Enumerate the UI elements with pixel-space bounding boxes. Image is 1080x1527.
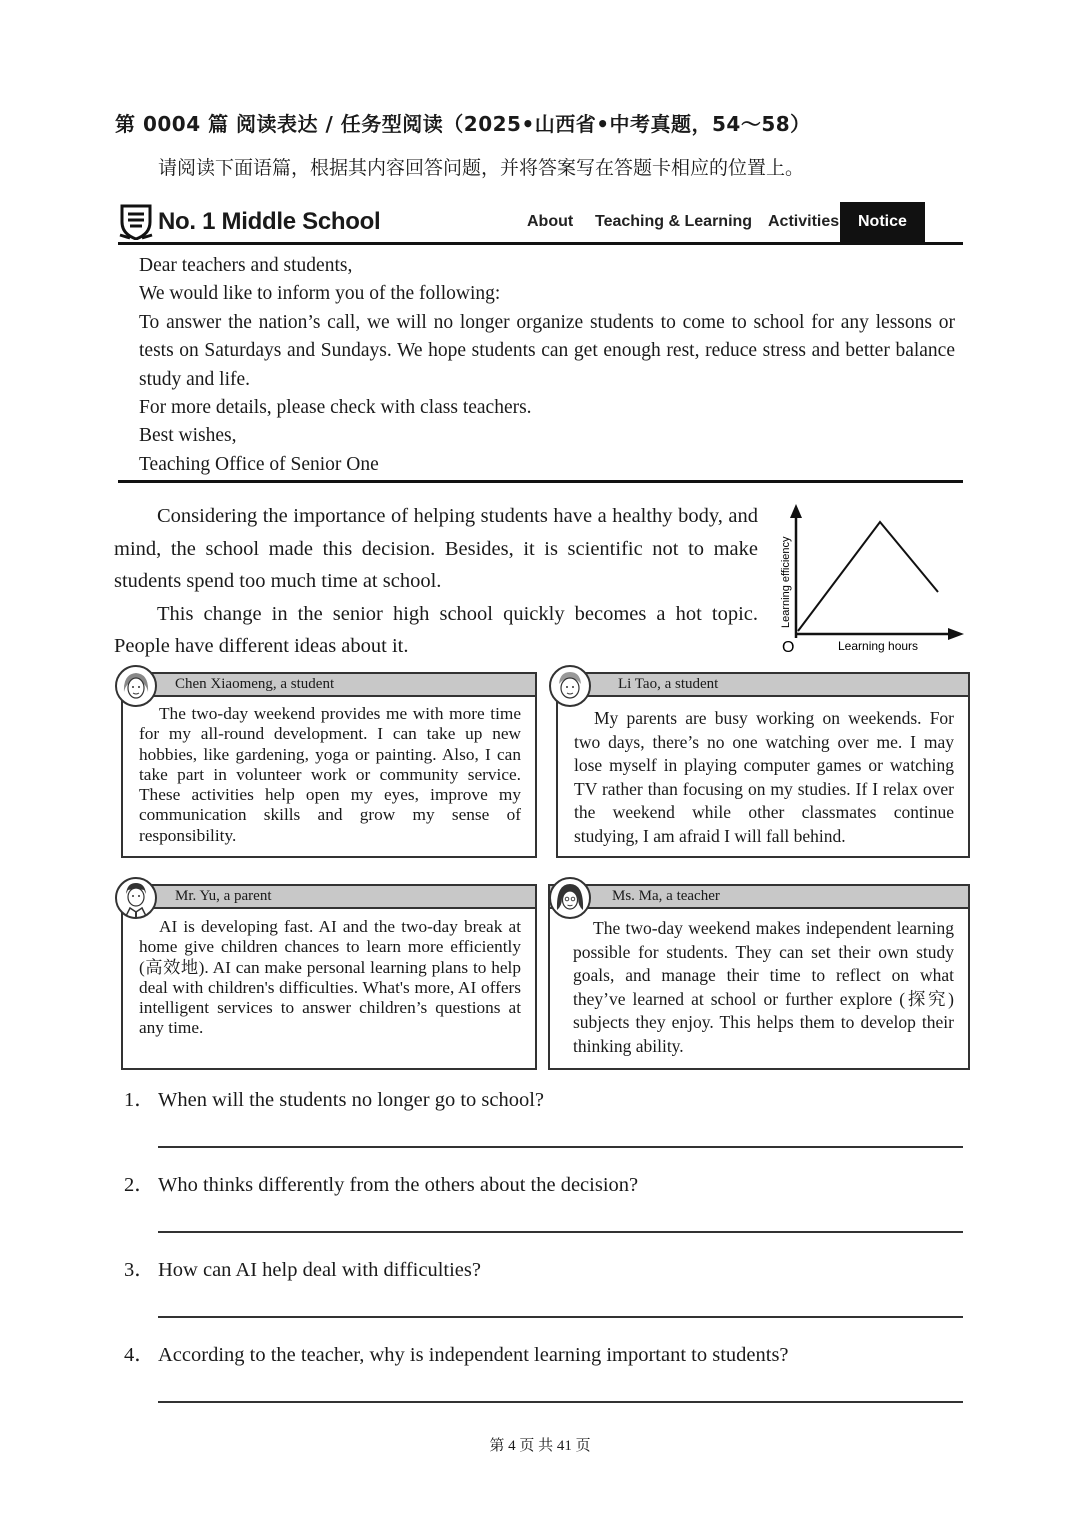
opinion-box-yu <box>121 884 537 1070</box>
opinion-text <box>574 707 954 848</box>
notice-details: For more details, please check with class teachers. <box>139 397 532 419</box>
question-2 <box>124 1167 638 1197</box>
opinion-text-content: My parents are busy working on weekends. For two days, there’s no one watching over me. I may lose myself in playing computer games or watching TV rather than focusing on my studies. If I relax over the weekend while other classmates continue studying, I am afraid I will fall behind. <box>574 708 954 846</box>
speaker-label: Mr. Yu, a parent <box>123 886 535 909</box>
opinion-text-content: AI is developing fast. AI and the two-day break at home give children chances to learn more efficiently (高效地). AI can make personal learning plans to help deal with children's difficulties. What's more, AI offers intelligent services to answer children’s questions at any time. <box>139 917 521 1038</box>
opinion-box-chen <box>121 672 537 858</box>
opinion-text <box>573 917 954 1058</box>
x-axis-label: Learning hours <box>838 639 919 653</box>
school-name: No. 1 Middle School <box>158 208 381 235</box>
notice-letter <box>139 252 955 479</box>
answer-line-1[interactable] <box>158 1146 963 1148</box>
notice-intro: We would like to inform you of the following: <box>139 283 501 305</box>
man-avatar-icon <box>114 876 158 920</box>
question-text: Who thinks differently from the others about the decision? <box>158 1174 639 1196</box>
question-1 <box>124 1082 544 1112</box>
efficiency-curve <box>798 522 938 631</box>
question-text: When will the students no longer go to school? <box>158 1089 545 1111</box>
question-3 <box>124 1252 481 1282</box>
nav-teaching-learning[interactable]: Teaching & Learning <box>595 213 753 230</box>
answer-line-4[interactable] <box>158 1401 963 1403</box>
question-number: 4． <box>124 1344 155 1366</box>
opinion-box-ma <box>548 884 970 1070</box>
notice-signature: Teaching Office of Senior One <box>139 453 379 475</box>
notice-greeting: Dear teachers and students, <box>139 255 353 276</box>
opinion-text <box>139 917 521 1039</box>
exercise-title: 第 0004 篇 阅读表达 / 任务型阅读（2025•山西省•中考真题，54～58） <box>115 112 811 136</box>
question-text: How can AI help deal with difficulties? <box>158 1259 481 1281</box>
passage-paragraph-1: Considering the importance of helping students have a healthy body, and mind, the school made this decision. Besides, it is scientific not to make students spend too much time at school. <box>114 505 758 593</box>
speaker-label: Chen Xiaomeng, a student <box>123 674 535 697</box>
passage <box>114 500 758 663</box>
school-crest-icon <box>118 202 154 240</box>
passage-paragraph-2: This change in the senior high school quickly becomes a hot topic. People have different ideas about it. <box>114 602 758 658</box>
website-header <box>118 200 963 245</box>
origin-label: O <box>782 639 795 656</box>
question-number: 2． <box>124 1174 155 1196</box>
nav-activities[interactable]: Activities <box>768 213 840 230</box>
x-axis-arrow <box>948 628 964 640</box>
answer-line-2[interactable] <box>158 1231 963 1233</box>
question-text: According to the teacher, why is independent learning important to students? <box>158 1344 789 1366</box>
answer-line-3[interactable] <box>158 1316 963 1318</box>
speaker-label: Ms. Ma, a teacher <box>550 886 968 909</box>
question-number: 1． <box>124 1089 155 1111</box>
opinion-text <box>139 704 521 846</box>
opinion-text-content: The two-day weekend provides me with more time for my all-round development. I can take up new hobbies, like gardening, yoga or painting. Also, I can take part in volunteer work or community service. These activities help open my eyes, improve my communication skills and grow my sense of responsibility. <box>139 704 521 845</box>
woman-avatar-icon <box>548 876 592 920</box>
notice-divider <box>118 480 963 483</box>
speaker-label: Li Tao, a student <box>558 674 968 697</box>
page-footer: 第 4 页 共 41 页 <box>489 1438 591 1454</box>
question-4 <box>124 1337 789 1367</box>
nav-notice[interactable]: Notice <box>840 202 925 242</box>
notice-body: To answer the nation’s call, we will no longer organize students to come to school for any lessons or tests on Saturdays and Sundays. We hope students can get enough rest, reduce stress and better balance study and life. <box>139 311 955 390</box>
opinion-text-content: The two-day weekend makes independent learning possible for students. They can set their own study goals, and manage their time to reflect on what they’ve learned at school or further explore (探究) subjects they enjoy. This helps them to develop their thinking ability. <box>573 918 954 1056</box>
notice-closing: Best wishes, <box>139 425 237 447</box>
opinion-box-li <box>556 672 970 858</box>
nav-about[interactable]: About <box>527 213 574 230</box>
boy-avatar-icon <box>548 664 592 708</box>
instruction-text: 请阅读下面语篇，根据其内容回答问题，并将答案写在答题卡相应的位置上。 <box>158 157 805 179</box>
nav-divider <box>118 242 963 245</box>
y-axis-label: Learning efficiency <box>780 536 792 628</box>
learning-efficiency-graph <box>772 500 972 660</box>
question-number: 3． <box>124 1259 155 1281</box>
girl-avatar-icon <box>114 664 158 708</box>
y-axis-arrow <box>790 504 802 518</box>
